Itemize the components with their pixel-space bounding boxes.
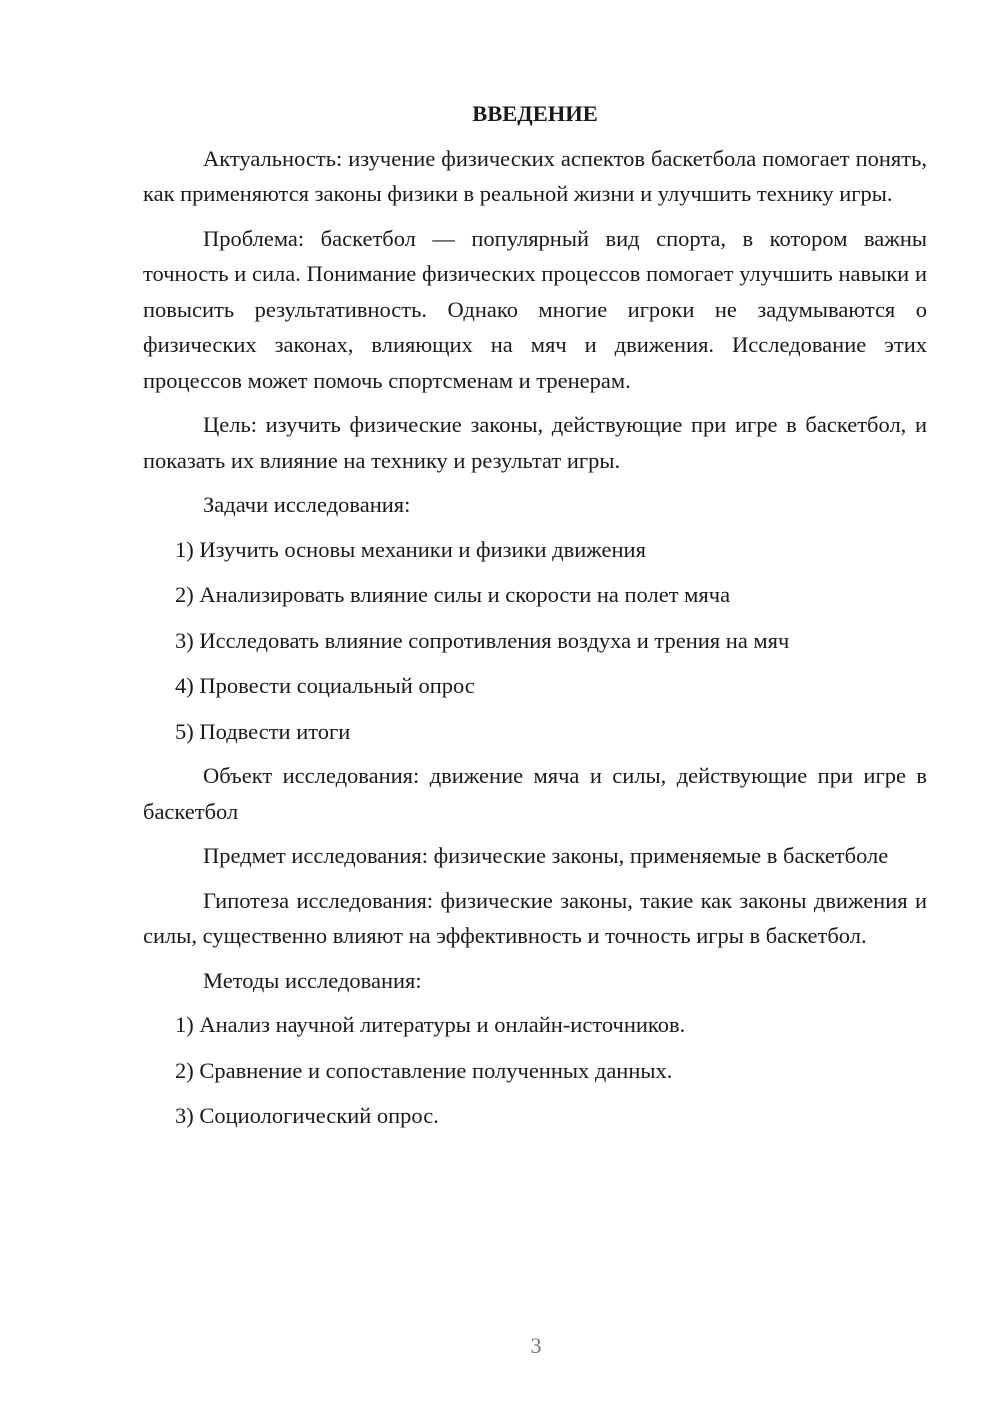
- tasks-list: [143, 532, 927, 750]
- method-item: 3) Социологический опрос.: [175, 1103, 439, 1128]
- task-item: 3) Исследовать влияние сопротивления воздуха и трения на мяч: [175, 627, 790, 653]
- method-item: 1) Анализ научной литературы и онлайн-источников.: [175, 1012, 686, 1037]
- method-item: 2) Сравнение и сопоставление полученных данных.: [175, 1057, 673, 1083]
- page-number: 3: [530, 1333, 542, 1358]
- task-item: 4) Провести социальный опрос: [175, 673, 475, 698]
- tasks-title: Задачи исследования:: [203, 492, 411, 517]
- methods-list: [143, 1007, 927, 1134]
- task-item: 1) Изучить основы механики и физики движения: [175, 536, 646, 562]
- methods-title: Методы исследования:: [203, 967, 422, 993]
- subject-paragraph: Предмет исследования: физические законы, применяемые в баскетболе: [203, 843, 889, 868]
- goal-paragraph: Цель: изучить физические законы, действующие при игре в баскетбол, и показать их влияние на технику и результат игры.: [143, 412, 927, 473]
- object-paragraph: Объект исследования: движение мяча и силы, действующие при игре в баскетбол: [143, 763, 927, 824]
- page-content: [143, 96, 927, 1143]
- task-item: 2) Анализировать влияние силы и скорости на полет мяча: [175, 582, 731, 607]
- section-heading: ВВЕДЕНИЕ: [472, 101, 598, 126]
- problem-paragraph: Проблема: баскетбол — популярный вид спорта, в котором важны точность и сила. Понимание физических процессов помогает улучшить навыки и повысить результативность. Однако многие игроки не задумываются о физических законах, влияющих на мяч и движения. Исследование этих процессов может помочь спортсменам и тренерам.: [143, 225, 927, 393]
- hypothesis-paragraph: Гипотеза исследования: физические законы, такие как законы движения и силы, существенно влияют на эффективность и точность игры в баскетбол.: [143, 887, 927, 948]
- relevance-paragraph: Актуальность: изучение физических аспектов баскетбола помогает понять, как применяются законы физики в реальной жизни и улучшить технику игры.: [143, 145, 927, 206]
- task-item: 5) Подвести итоги: [175, 718, 351, 744]
